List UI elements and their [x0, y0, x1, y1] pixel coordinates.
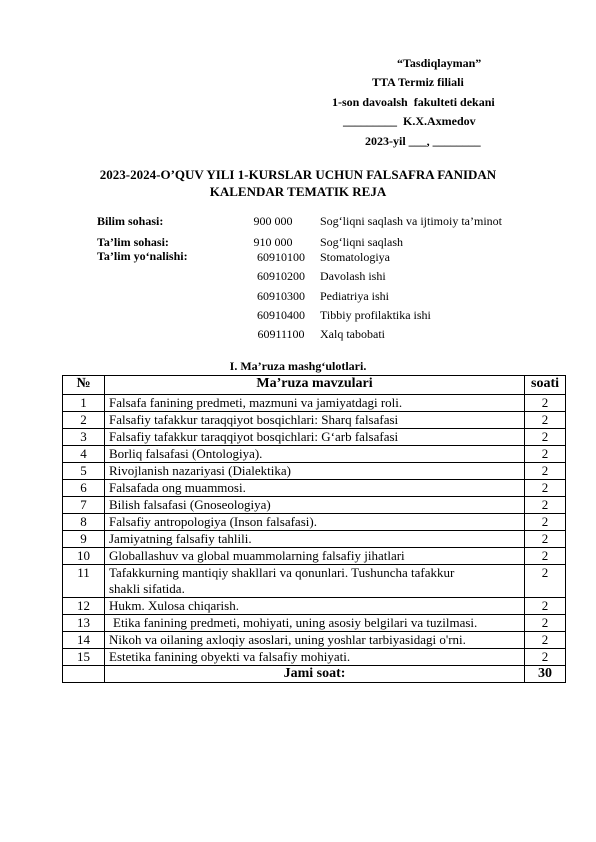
approval-branch: TTA Termiz filiali	[372, 75, 464, 89]
approval-signature-line: _________ K.X.Axmedov	[343, 114, 476, 128]
row-topic: Falsafiy tafakkur taraqqiyot bosqichlari: G‘arb falsafasi	[105, 429, 525, 446]
row-hours: 2	[525, 632, 566, 649]
row-number: 12	[63, 598, 105, 615]
approval-heading: “Tasdiqlayman”	[397, 56, 482, 70]
direction-name: Pediatriya ishi	[320, 289, 389, 303]
direction-name: Davolash ishi	[320, 269, 386, 283]
table-row	[63, 565, 566, 598]
total-label: Jami soat:	[105, 666, 525, 683]
table-row	[63, 463, 566, 480]
row-hours: 2	[525, 395, 566, 412]
direction-code: 60911100	[257, 327, 305, 341]
direction-name: Stomatologiya	[320, 250, 390, 264]
row-hours: 2	[525, 565, 566, 598]
direction-code: 60910300	[257, 289, 305, 303]
row-number: 7	[63, 497, 105, 514]
row-topic: Globallashuv va global muammolarning falsafiy jihatlari	[105, 548, 525, 565]
row-hours: 2	[525, 446, 566, 463]
row-topic: Falsafiy tafakkur taraqqiyot bosqichlari: Sharq falsafasi	[105, 412, 525, 429]
row-number: 10	[63, 548, 105, 565]
row-topic: Nikoh va oilaning axloqiy asoslari, uning yoshlar tarbiyasidagi o'rni.	[105, 632, 525, 649]
row-topic: Falsafiy antropologiya (Inson falsafasi).	[105, 514, 525, 531]
table-row	[63, 497, 566, 514]
talim-sohasi-value: Sog‘liqni saqlash	[320, 235, 403, 249]
row-number: 14	[63, 632, 105, 649]
table-row	[63, 531, 566, 548]
header-number: №	[63, 376, 105, 395]
row-topic: Falsafada ong muammosi.	[105, 480, 525, 497]
approval-dean-title: 1-son davoalsh fakulteti dekani	[332, 95, 495, 109]
row-hours: 2	[525, 412, 566, 429]
direction-code: 60910400	[257, 308, 305, 322]
row-number: 1	[63, 395, 105, 412]
direction-name: Xalq tabobati	[320, 327, 385, 341]
document-title-line2: KALENDAR TEMATIK REJA	[209, 184, 387, 199]
direction-code: 60910100	[257, 250, 305, 264]
direction-code: 60910200	[257, 269, 305, 283]
row-number: 8	[63, 514, 105, 531]
table-row	[63, 632, 566, 649]
row-hours: 2	[525, 463, 566, 480]
row-hours: 2	[525, 598, 566, 615]
row-number: 4	[63, 446, 105, 463]
row-number: 3	[63, 429, 105, 446]
row-number: 9	[63, 531, 105, 548]
table-row	[63, 480, 566, 497]
approval-date-line: 2023-yil ___, ________	[365, 134, 481, 148]
table-row	[63, 548, 566, 565]
row-number: 13	[63, 615, 105, 632]
direction-name: Tibbiy profilaktika ishi	[320, 308, 431, 322]
document-title-line1: 2023-2024-O’QUV YILI 1-KURSLAR UCHUN FALSAFRA FANIDAN	[99, 167, 497, 182]
header-topic: Ma’ruza mavzulari	[105, 376, 525, 395]
row-topic: Borliq falsafasi (Ontologiya).	[105, 446, 525, 463]
row-hours: 2	[525, 531, 566, 548]
table-row	[63, 412, 566, 429]
header-hours: soati	[525, 376, 566, 395]
row-hours: 2	[525, 429, 566, 446]
lectures-table	[62, 375, 566, 683]
row-hours: 2	[525, 615, 566, 632]
section-title: I. Ma’ruza mashg‘ulotlari.	[229, 359, 367, 373]
bilim-sohasi-label: Bilim sohasi:	[97, 214, 164, 228]
row-topic: Estetika fanining obyekti va falsafiy mohiyati.	[105, 649, 525, 666]
row-hours: 2	[525, 480, 566, 497]
row-topic: Jamiyatning falsafiy tahlili.	[105, 531, 525, 548]
row-topic: Etika fanining predmeti, mohiyati, uning asosiy belgilari va tuzilmasi.	[105, 615, 525, 632]
table-row	[63, 395, 566, 412]
row-hours: 2	[525, 649, 566, 666]
row-number: 5	[63, 463, 105, 480]
row-number: 6	[63, 480, 105, 497]
total-hours: 30	[525, 666, 566, 683]
row-hours: 2	[525, 497, 566, 514]
table-row	[63, 649, 566, 666]
row-hours: 2	[525, 548, 566, 565]
row-hours: 2	[525, 514, 566, 531]
row-topic: Bilish falsafasi (Gnoseologiya)	[105, 497, 525, 514]
row-topic: Hukm. Xulosa chiqarish.	[105, 598, 525, 615]
table-row	[63, 514, 566, 531]
row-number: 15	[63, 649, 105, 666]
table-header-row	[63, 376, 566, 395]
table-row	[63, 429, 566, 446]
bilim-sohasi-code: 900 000	[253, 214, 293, 228]
total-empty-cell	[63, 666, 105, 683]
talim-sohasi-label: Ta’lim sohasi:	[97, 235, 169, 249]
row-number: 2	[63, 412, 105, 429]
table-row	[63, 615, 566, 632]
table-total-row	[63, 666, 566, 683]
row-number: 11	[63, 565, 105, 598]
row-topic: Falsafa fanining predmeti, mazmuni va jamiyatdagi roli.	[105, 395, 525, 412]
talim-yonalishi-label: Ta’lim yo‘nalishi:	[97, 249, 188, 263]
talim-sohasi-code: 910 000	[253, 235, 293, 249]
bilim-sohasi-value: Sog‘liqni saqlash va ijtimoiy ta’minot	[320, 214, 502, 228]
table-row	[63, 598, 566, 615]
table-row	[63, 446, 566, 463]
row-topic: Tafakkurning mantiqiy shakllari va qonunlari. Tushuncha tafakkur shakli sifatida.	[105, 565, 525, 598]
row-topic: Rivojlanish nazariyasi (Dialektika)	[105, 463, 525, 480]
